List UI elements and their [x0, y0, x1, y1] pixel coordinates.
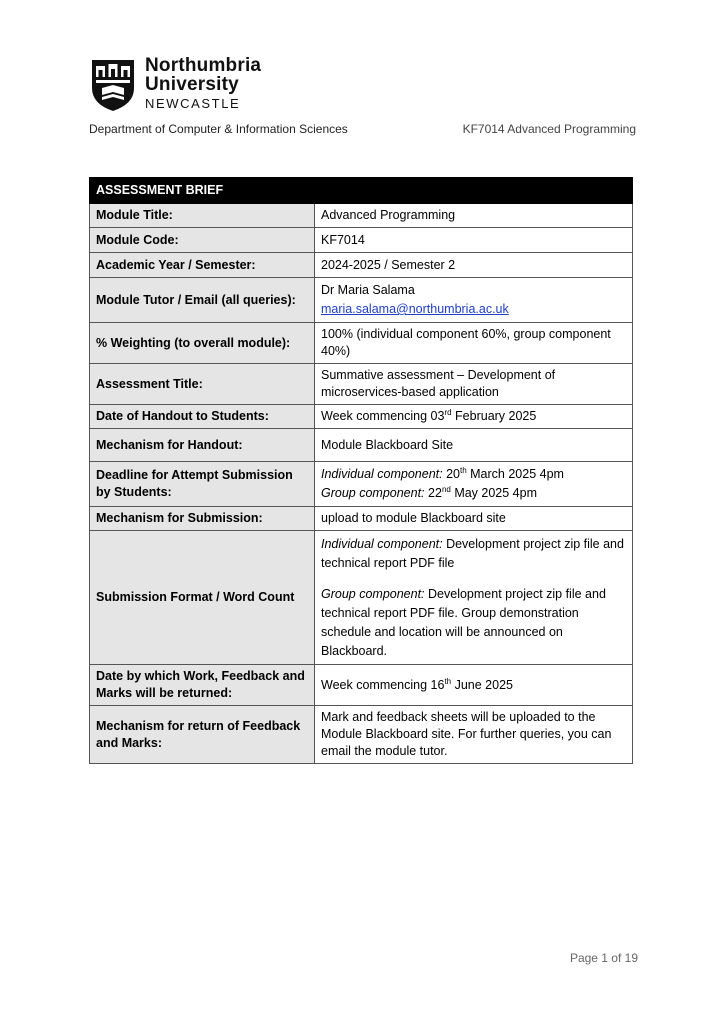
table-row: [90, 323, 633, 364]
individual-label: Individual component:: [321, 467, 443, 481]
handout-date-text: Week commencing 03: [321, 409, 445, 423]
row-label: Submission Format / Word Count: [90, 531, 315, 665]
individual-day: 20: [442, 467, 460, 481]
logo-line-2: University: [145, 74, 239, 95]
row-label: Date of Handout to Students:: [90, 405, 315, 429]
table-row: [90, 253, 633, 278]
row-label: Mechanism for return of Feedback and Marks:: [90, 706, 315, 764]
crest-icon: [90, 58, 136, 112]
row-label: Module Title:: [90, 204, 315, 228]
row-label: Mechanism for Handout:: [90, 429, 315, 462]
logo-line-1: Northumbria: [145, 55, 262, 76]
individual-label: Individual component:: [321, 536, 443, 551]
row-value: upload to module Blackboard site: [315, 507, 633, 531]
individual-text: Development project zip file and technical report PDF file: [321, 536, 624, 570]
table-row: [90, 706, 633, 764]
deadline-group: [321, 484, 626, 503]
table-heading: ASSESSMENT BRIEF: [90, 178, 633, 204]
ordinal-suffix: th: [460, 465, 467, 475]
row-value: Summative assessment – Development of microservices-based application: [315, 364, 633, 405]
table-row: [90, 364, 633, 405]
format-individual: [321, 535, 626, 573]
department-header: Department of Computer & Information Sciences: [89, 122, 348, 136]
table-row: [90, 429, 633, 462]
row-value: [315, 462, 633, 507]
row-value: Module Blackboard Site: [315, 429, 633, 462]
group-label: Group component:: [321, 486, 425, 500]
handout-date-month: February 2025: [451, 409, 537, 423]
row-label: % Weighting (to overall module):: [90, 323, 315, 364]
row-value: KF7014: [315, 228, 633, 253]
row-value: 100% (individual component 60%, group component 40%): [315, 323, 633, 364]
group-text: Development project zip file and technical report PDF file. Group demonstration schedule and location will be announced on Blackboard.: [321, 586, 606, 658]
row-label: Deadline for Attempt Submission by Students:: [90, 462, 315, 507]
page-number: Page 1 of 19: [569, 951, 638, 965]
return-date-month: June 2025: [451, 677, 513, 692]
tutor-email-link[interactable]: maria.salama@northumbria.ac.uk: [321, 302, 509, 316]
row-label: Date by which Work, Feedback and Marks will be returned:: [90, 665, 315, 706]
deadline-individual: [321, 465, 626, 484]
format-group: [321, 585, 626, 661]
table-row: [90, 531, 633, 665]
row-label: Module Tutor / Email (all queries):: [90, 278, 315, 323]
ordinal-suffix: th: [444, 676, 452, 686]
table-row: [90, 228, 633, 253]
row-value: 2024-2025 / Semester 2: [315, 253, 633, 278]
individual-date: March 2025 4pm: [466, 467, 564, 481]
group-day: 22: [424, 486, 442, 500]
table-header-row: [90, 178, 633, 204]
table-row: [90, 204, 633, 228]
row-value: Advanced Programming: [315, 204, 633, 228]
table-row: [90, 462, 633, 507]
row-value: [315, 278, 633, 323]
row-label: Module Code:: [90, 228, 315, 253]
ordinal-suffix: rd: [444, 407, 452, 417]
table-row: [90, 278, 633, 323]
row-label: Assessment Title:: [90, 364, 315, 405]
table-row: [90, 507, 633, 531]
group-label: Group component:: [321, 586, 425, 601]
tutor-name: Dr Maria Salama: [321, 283, 415, 297]
university-logo: [90, 56, 280, 116]
return-date-text: Week commencing 16: [321, 677, 445, 692]
table-row: [90, 665, 633, 706]
table-row: [90, 405, 633, 429]
row-value: Mark and feedback sheets will be uploaded to the Module Blackboard site. For further queries, you can email the module tutor.: [315, 706, 633, 764]
module-header: KF7014 Advanced Programming: [462, 122, 636, 136]
ordinal-suffix: nd: [441, 484, 451, 494]
logo-city: NEWCASTLE: [145, 96, 241, 111]
group-date: May 2025 4pm: [450, 486, 538, 500]
row-value: [315, 531, 633, 665]
row-value: [315, 405, 633, 429]
row-label: Academic Year / Semester:: [90, 253, 315, 278]
row-label: Mechanism for Submission:: [90, 507, 315, 531]
assessment-brief-table: [89, 177, 633, 764]
row-value: [315, 665, 633, 706]
